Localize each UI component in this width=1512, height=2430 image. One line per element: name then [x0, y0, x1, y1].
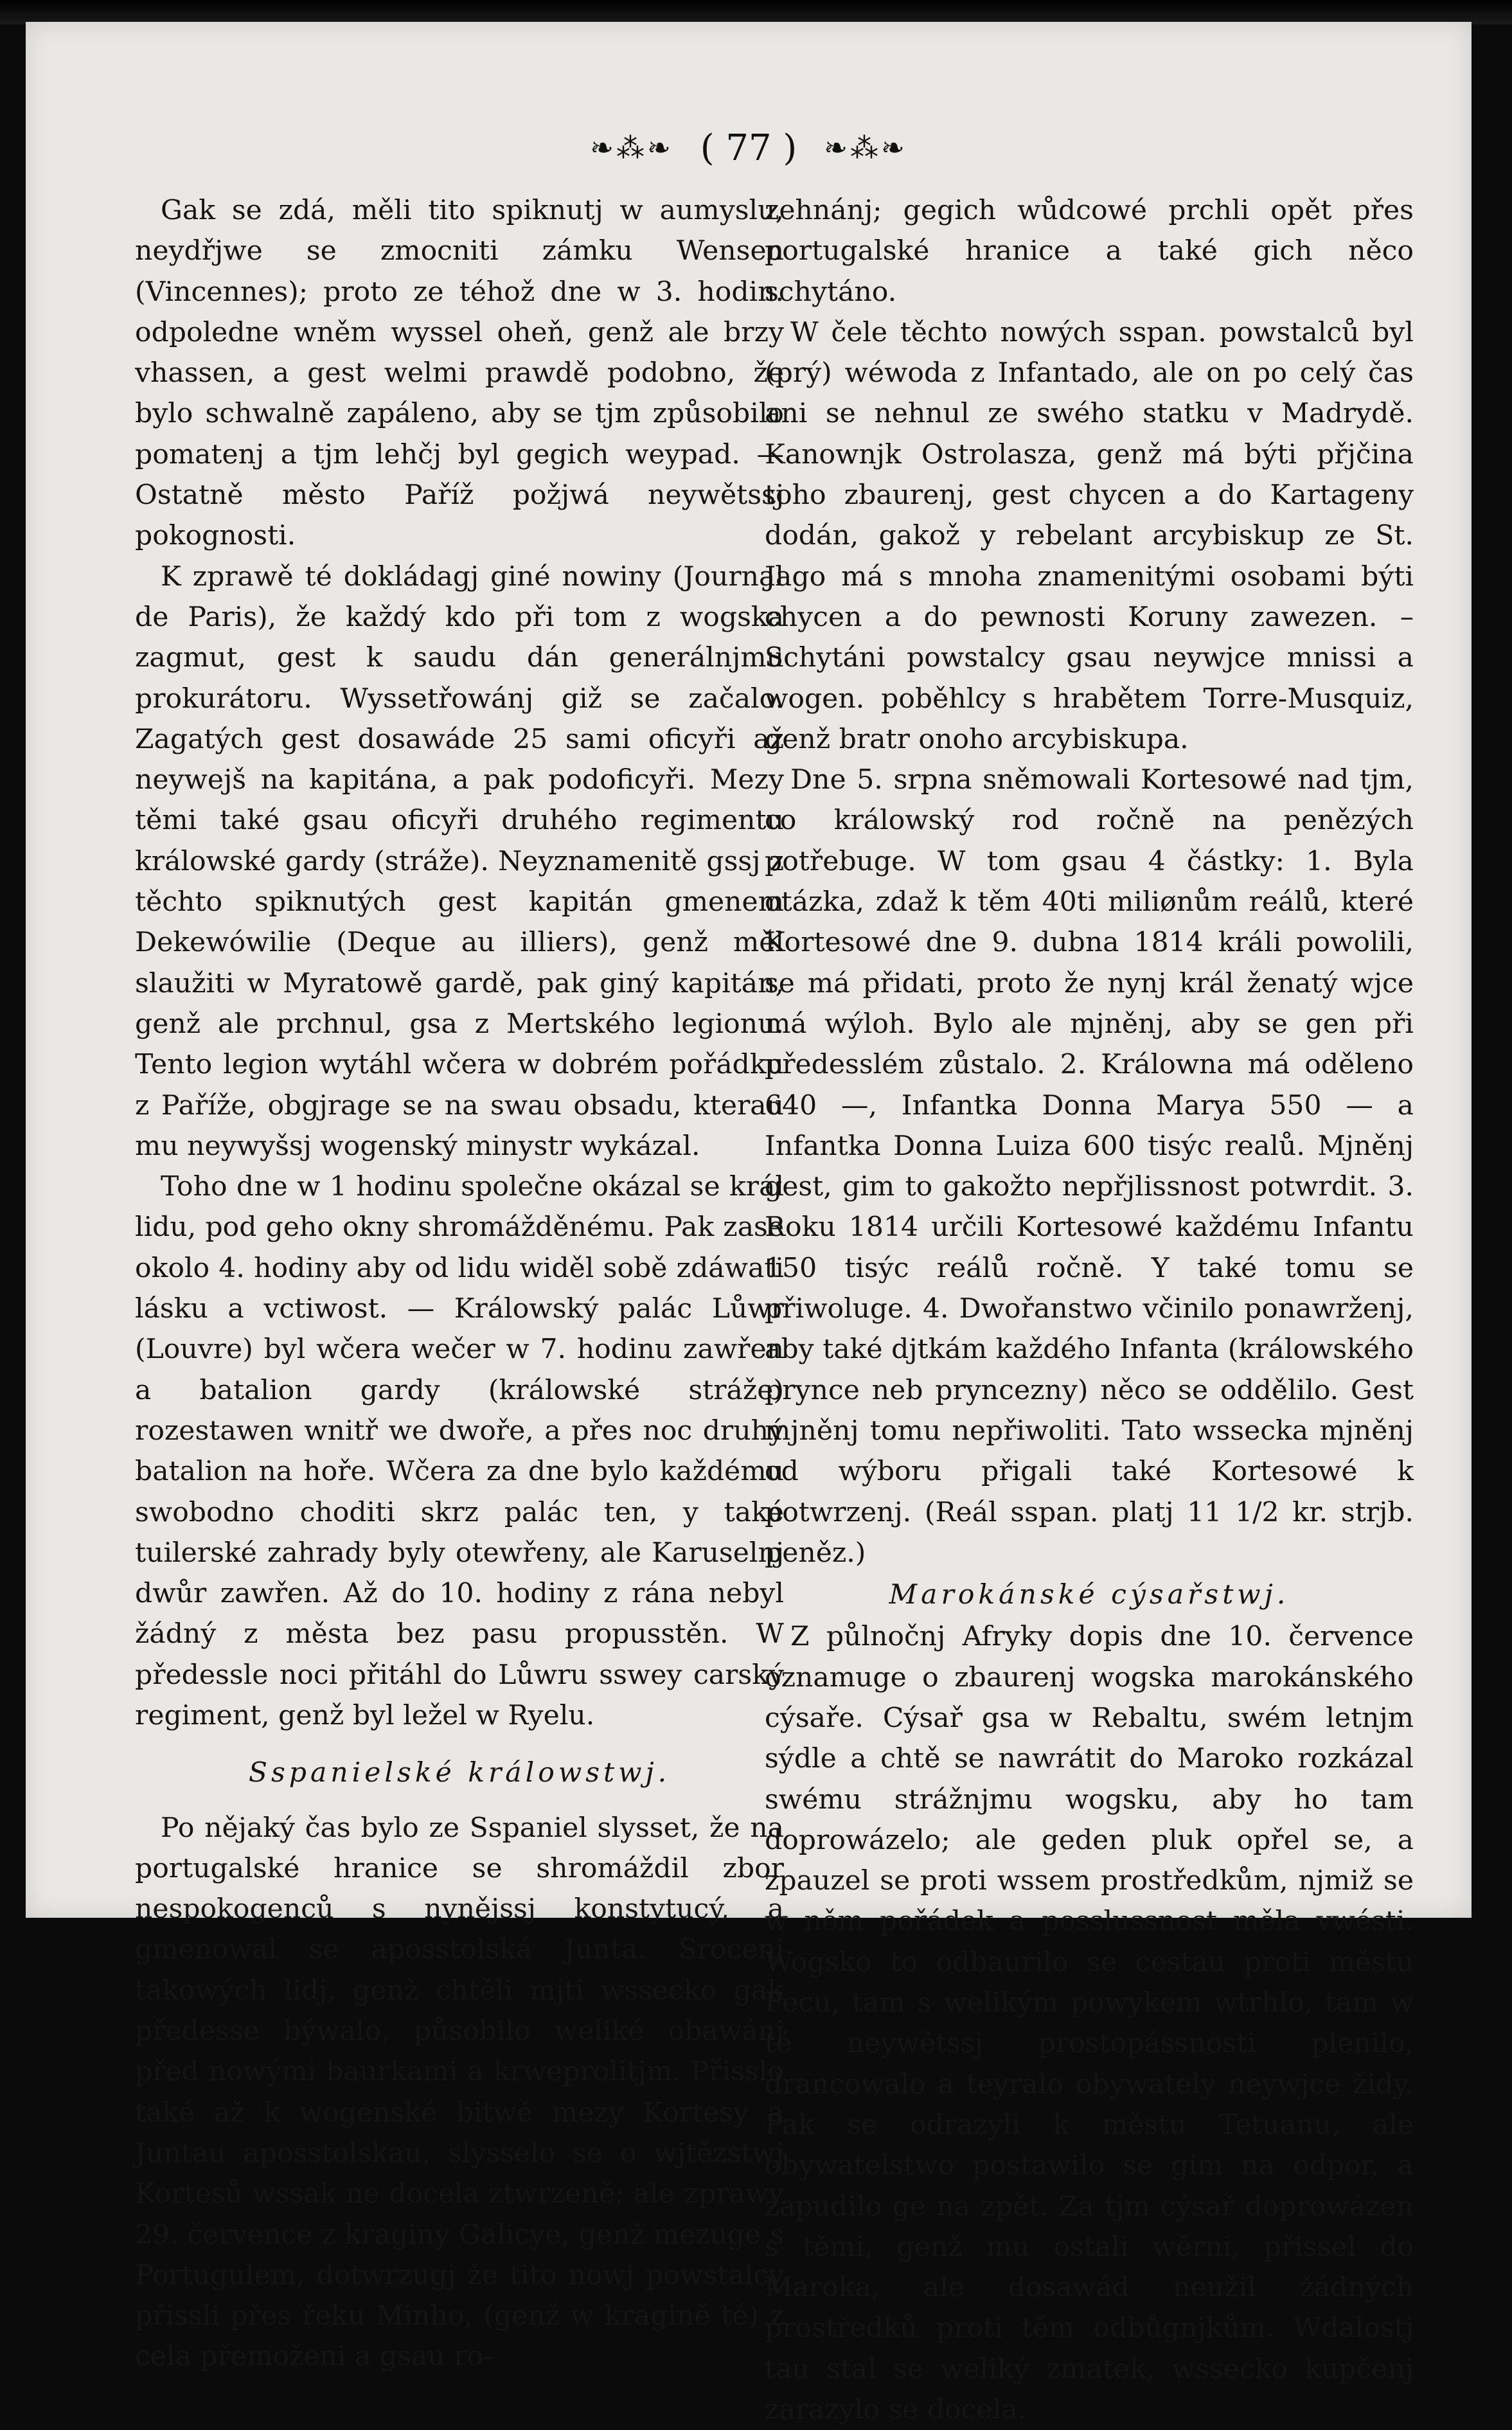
left-column [135, 190, 784, 2377]
paragraph: K zprawě té dokládagj giné nowiny (Journal de Paris), že každý kdo při tom z wogska zagmut, gest k saudu dán generálnjmu prokurátoru. Wyssetřowánj giž se začalo. Zagatých gest dosawáde 25 sami oficyři až neywejš na kapitána, a pak podoficyři. Mezy těmi také gsau oficyři druhého regimentu králowské gardy (stráže). Neyznamenitě gssj z těchto spiknutých gest kapitán gmenem Dekewówilie (Deque au illiers), genž měl slaužiti w Myratowě gardě, pak giný kapitán, genž ale prchnul, gsa z Mertského legionu. Tento legion wytáhl wčera w dobrém pořádku z Paříže, obgjrage se na swau obsadu, kterau mu neywyšsj wogenský minystr wykázal. [135, 560, 784, 1162]
paragraph: Dne 5. srpna sněmowali Kortesowé nad tjm, co králowský rod ročně na penězých potřebuge. W tom gsau 4 částky: 1. Byla otázka, zdaž k těm 40ti miliønům reálů, které Kortesowé dne 9. dubna 1814 králi powolili, se má přidati, proto že nynj král ženatý wjce má wýloh. Bylo ale mjněnj, aby se gen při předesslém zůstalo. 2. Králowna má oděleno 640 —, Infantka Donna Marya 550 — a Infantka Donna Luiza 600 tisýc realů. Mjněnj gest, gim to gakožto nepřjlissnost potwrdit. 3. Roku 1814 určili Kortesowé každému Infantu 150 tisýc reálů ročně. Y také tomu se přiwoluge. 4. Dwořanstwo včinilo ponawrženj, aby také djtkám každého Infanta (králowského prynce neb pryncezny) něco se oddělilo. Gest mjněnj tomu nepřiwoliti. Tato wssecka mjněnj od wýboru přigali také Kortesowé k potwrzenj. (Reál sspan. platj 11 1/2 kr. strjb. peněz.) [765, 764, 1414, 1569]
paragraph: Gak se zdá, měli tito spiknutj w aumyslu, neydřjwe se zmocniti zámku Wensen (Vincennes); proto ze téhož dne w 3. hodin. odpoledne wněm wyssel oheň, genž ale brzy vhassen, a gest welmi prawdě podobno, že bylo schwalně zapáleno, aby se tjm způsobilo pomatenj a tjm lehčj byl gegich weypad. — Ostatně město Paříž požjwá neywětssj pokognosti. [135, 195, 784, 552]
paragraph: zehnánj; gegich wůdcowé prchli opět přes portugalské hranice a také gich něco schytáno. [765, 195, 1414, 308]
right-column [765, 190, 1414, 2430]
section-heading-morocco: Marokánské cýsařstwj. [889, 1579, 1290, 1611]
paragraph: Po nějaký čas bylo ze Sspaniel slysset, že na portugalské hranice se shromáždil zbor nespokogenců s nynějssj konstytucý, a gmenowal se aposstolská Junta. Srocenj takowých lidj, genž chtěli mjti wssecko gak předesse býwalo, působilo weliké obawánj před nowými baurkami a krweprolitjm. Přisslo také až k wogenské bitwě mezy Kortesy a Juntau aposstolskau, slysselo se o wjtězstwj Kortesů wssak ne docela ztwrzeně; ale zprawy 29. července z kraginy Galicye, genž mezuge s Portugulem, dotwrzugj že tito nowj powstalcy přissli přes řeku Minho, (genž w kragině té) z cela přemoženi a gsau ro- [135, 1812, 784, 2373]
page-header [26, 125, 1472, 183]
newspaper-page [26, 22, 1472, 2426]
paragraph: Z půlnočnj Afryky dopis dne 10. července oznamuge o zbaurenj wogska marokánského cýsaře. Cýsař gsa w Rebaltu, swém letnjm sýdle a chtě se nawrátit do Maroko rozkázal swému strážnjmu wogsku, aby ho tam doprowázelo; ale geden pluk opřel se, a zpauzel se proti wssem prostředkům, njmiž se w něm pořádek a posslussnost měla vwésti. Wogsko to odbaurilo se cestau proti městu Fecu, tam s welikým powykem wtrhlo, tam w té neywětssj prostopássnosti plenilo, drancowalo a teyralo obywately neywjce židy. Pak se odrazyli k městu Tetuanu, ale obywatelstwo postawilo se gim na odpor, a zapudilo ge na zpět. Za tjm cýsař doprowázen s těmi, genž mu ostali wěrni, přissel do Maroka, ale dosawád neužil žádných prostředků proti těm odbůgnjkům. Wdalostj tau stal se weliký zmatek, wssecko kupčenj zarazylo se docela. [765, 1621, 1414, 2426]
ornament-right-icon: ❧⁂❧ [824, 132, 907, 165]
section-heading-spain: Sspanielské králowstwj. [248, 1757, 671, 1789]
paragraph: W čele těchto nowých sspan. powstalců byl (prý) wéwoda z Infantado, ale on po celý čas ani se nehnul ze swého statku v Madrydě. Kanownjk Ostrolasza, genž má býti přjčina toho zbaurenj, gest chycen a do Kartageny dodán, gakož y rebelant arcybiskup ze St. Jago má s mnoha znamenitými osobami býti chycen a do pewnosti Koruny zawezen. – Schytáni powstalcy gsau neywjce mnissi a wogen. poběhlcy s hrabětem Torre-Musquiz, genž bratr onoho arcybiskupa. [765, 316, 1414, 755]
page-number: ( 77 ) [700, 127, 797, 169]
ornament-left-icon: ❧⁂❧ [590, 132, 673, 165]
scan-top-border [0, 0, 1512, 24]
paragraph: Toho dne w 1 hodinu společne okázal se král lidu, pod geho okny shromážděnému. Pak zase okolo 4. hodiny aby od lidu widěl sobě zdáwati lásku a vctiwost. — Králowský palác Lůwr (Louvre) byl wčera wečer w 7. hodinu zawřen a batalion gardy (králowské stráže) rozestawen wnitř we dwoře, a přes noc druhý batalion na hoře. Wčera za dne bylo každému swobodno choditi skrz palác ten, y také tuilerské zahrady byly otewřeny, ale Karuselnj dwůr zawřen. Až do 10. hodiny z rána nebyl žádný z města bez pasu propusstěn. W předessle noci přitáhl do Lůwru sswey carský regiment, genž byl ležel w Ryelu. [135, 1171, 784, 1731]
